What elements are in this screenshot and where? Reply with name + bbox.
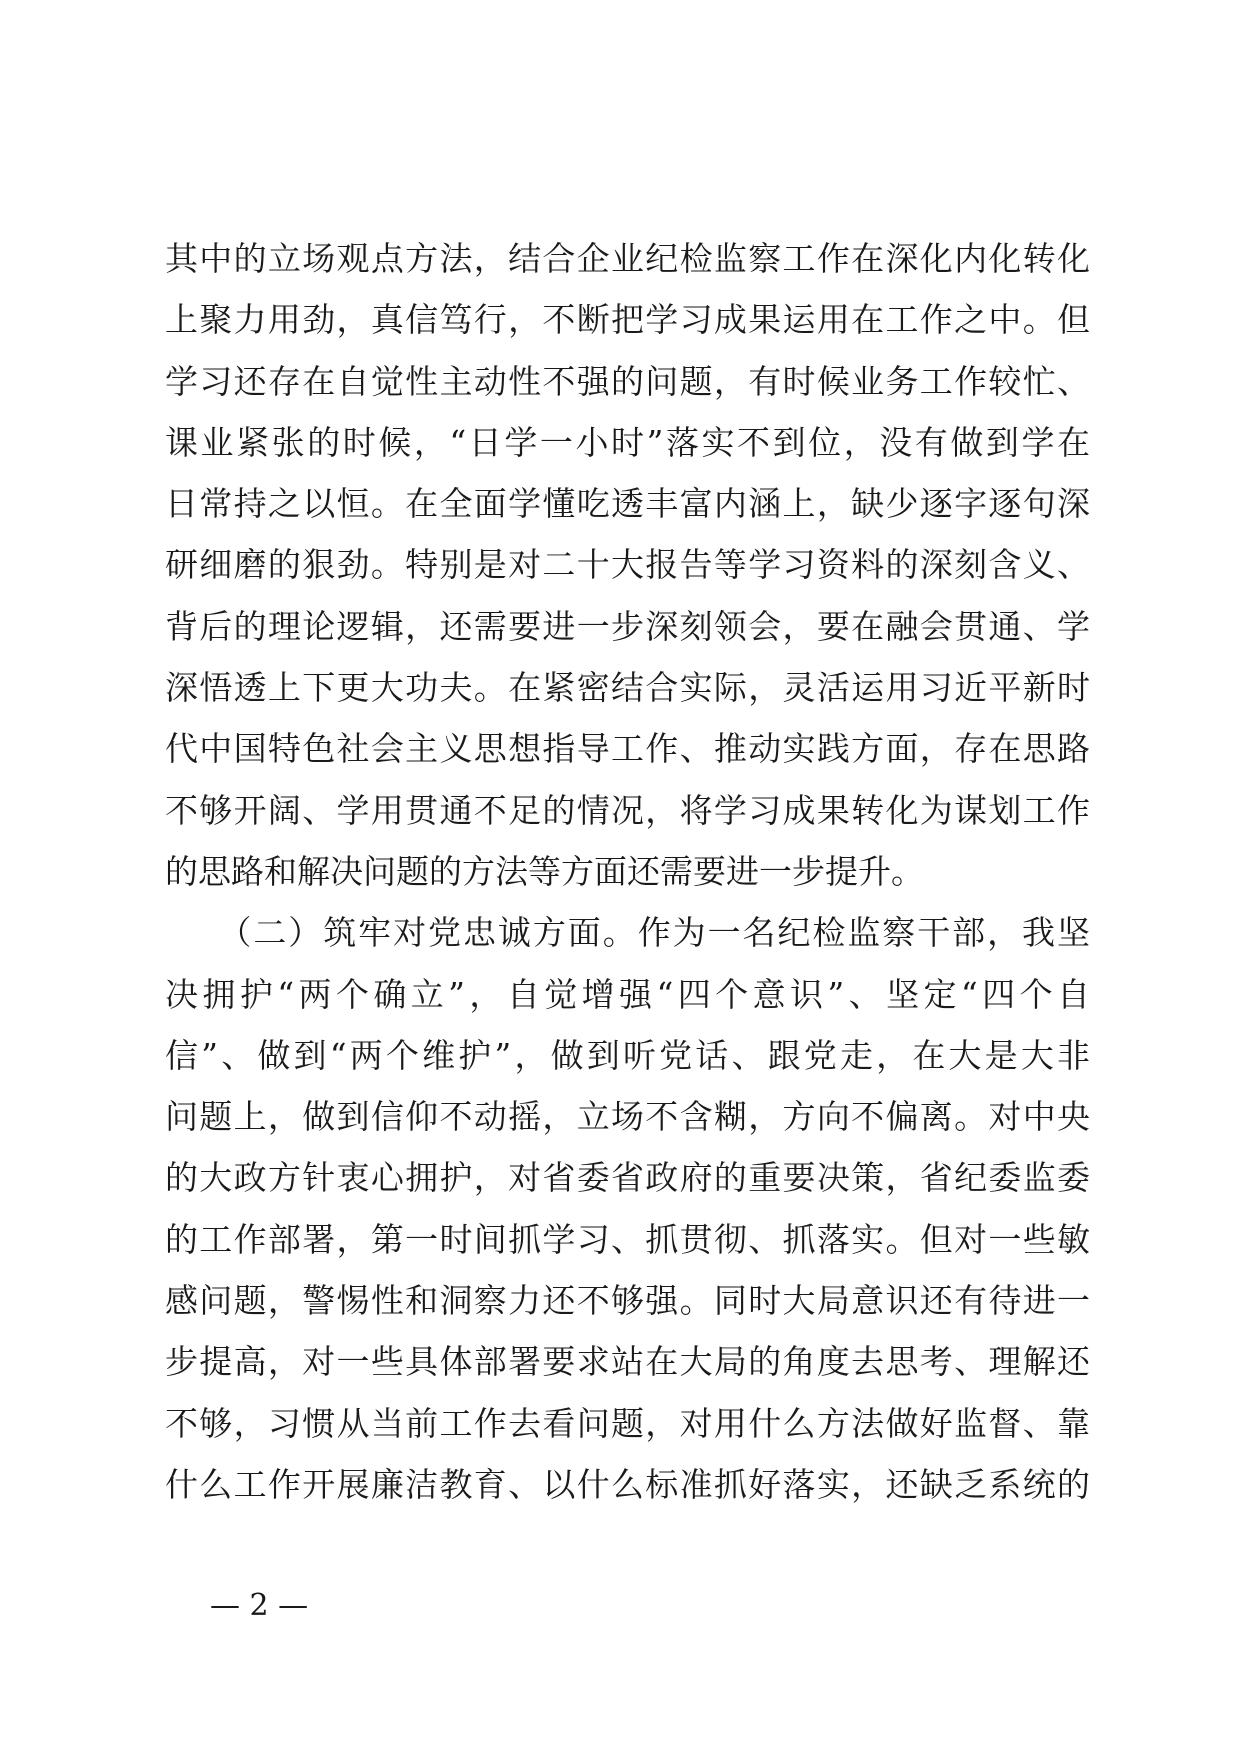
- document-body: [165, 228, 1090, 1515]
- text-line: 步提高，对一些具体部署要求站在大局的角度去思考、理解还: [165, 1342, 1090, 1382]
- text-line: 研细磨的狠劲。特别是对二十大报告等学习资料的深刻含义、: [165, 545, 1090, 585]
- page-number: — 2 —: [210, 1588, 309, 1623]
- text-line: 问题上，做到信仰不动摇，立场不含糊，方向不偏离。对中央: [165, 1097, 1090, 1137]
- paragraph-2: [165, 902, 1090, 1515]
- text-line: 其中的立场观点方法，结合企业纪检监察工作在深化内化转化: [165, 239, 1090, 278]
- text-line: 的思路和解决问题的方法等方面还需要进一步提升。: [165, 851, 924, 891]
- text-line: 感问题，警惕性和洞察力还不够强。同时大局意识还有待进一: [165, 1281, 1090, 1321]
- text-line: 日常持之以恒。在全面学懂吃透丰富内涵上，缺少逐字逐句深: [165, 484, 1090, 524]
- text-line: 背后的理论逻辑，还需要进一步深刻领会，要在融会贯通、学: [165, 606, 1090, 646]
- text-line: 课业紧张的时候，“日学一小时”落实不到位，没有做到学在: [165, 422, 1090, 462]
- text-line: 不够开阔、学用贯通不足的情况，将学习成果转化为谋划工作: [165, 790, 1090, 830]
- text-line: 的工作部署，第一时间抓学习、抓贯彻、抓落实。但对一些敏: [165, 1219, 1090, 1259]
- text-line: 上聚力用劲，真信笃行，不断把学习成果运用在工作之中。但: [165, 300, 1090, 340]
- text-line: 代中国特色社会主义思想指导工作、推动实践方面，存在思路: [165, 729, 1090, 769]
- text-line: 信”、做到“两个维护”，做到听党话、跟党走，在大是大非: [165, 1035, 1090, 1075]
- text-line: 不够，习惯从当前工作去看问题，对用什么方法做好监督、靠: [165, 1403, 1090, 1443]
- text-line: （二）筑牢对党忠诚方面。作为一名纪检监察干部，我坚: [165, 913, 1090, 953]
- text-line: 深悟透上下更大功夫。在紧密结合实际，灵活运用习近平新时: [165, 668, 1090, 708]
- text-line: 学习还存在自觉性主动性不强的问题，有时候业务工作较忙、: [165, 361, 1090, 401]
- text-line: 决拥护“两个确立”，自觉增强“四个意识”、坚定“四个自: [165, 974, 1090, 1014]
- text-line: 什么工作开展廉洁教育、以什么标准抓好落实，还缺乏系统的: [165, 1464, 1090, 1504]
- paragraph-1: [165, 228, 1090, 902]
- text-line: 的大政方针衷心拥护，对省委省政府的重要决策，省纪委监委: [165, 1158, 1090, 1198]
